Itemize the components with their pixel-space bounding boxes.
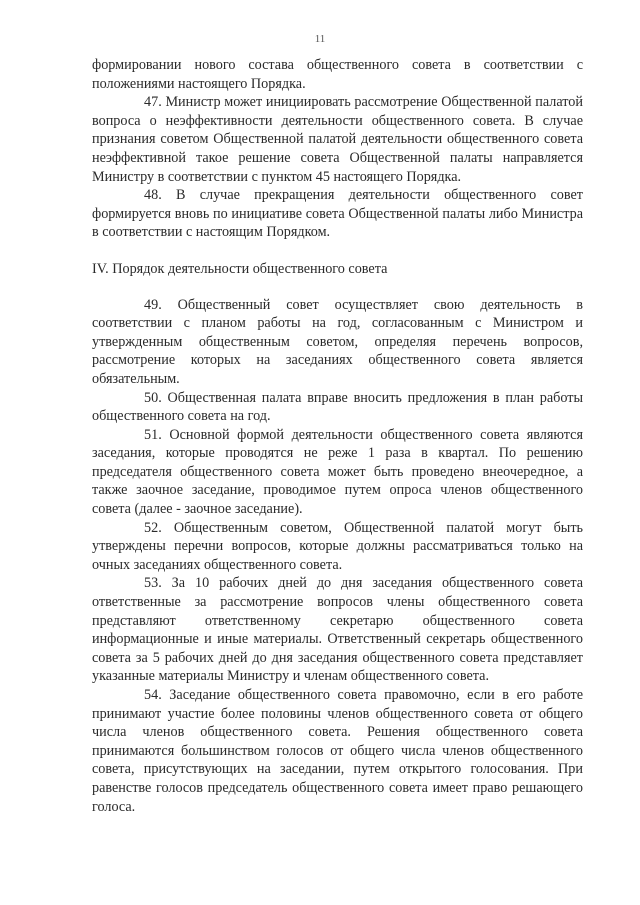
page-number: 11 [314, 33, 326, 45]
paragraph-53: 53. За 10 рабочих дней до дня заседания общественного совета ответственные за рассмотрение вопросов члены общественного совета представляют ответственному секретарю общественного совета информационные и иные материалы. Ответственный секретарь общественного совета за 5 рабочих дней до дня заседания общественного совета представляет указанные материалы Министру и членам общественного совета. [92, 575, 583, 685]
paragraph-50: 50. Общественная палата вправе вносить предложения в план работы общественного совета на год. [92, 389, 583, 425]
paragraph-51: 51. Основной формой деятельности общественного совета являются заседания, которые проводятся не реже 1 раза в квартал. По решению председателя общественного совета может быть проведено внеочередное, а также заочное заседание, проводимое путем опроса членов общественного совета (далее - заочное заседание). [92, 426, 583, 518]
paragraph-49: 49. Общественный совет осуществляет свою деятельность в соответствии с планом работы на год, согласованным с Министром и утвержденным общественным советом, определяя перечень вопросов, рассмотрение которых на заседаниях общественного совета является обязательным. [92, 296, 583, 387]
paragraph-continuation: формировании нового состава общественного совета в соответствии с положениями настоящего Порядка. [92, 57, 583, 92]
paragraph-47: 47. Министр может инициировать рассмотрение Общественной палатой вопроса о неэффективности деятельности общественного совета. В случае признания советом Общественной палатой деятельности общественного совета неэффективной такое решение совета Общественной палаты направляется Министру в соответствии с пунктом 45 настоящего Порядка. [92, 94, 583, 185]
paragraph-54: 54. Заседание общественного совета правомочно, если в его работе принимают участие более половины членов общественного совета от общего числа членов общественного совета. Решения общественного совета принимаются большинством голосов от общего числа членов общественного совета, присутствующих на заседании, путем открытого голосования. При равенстве голосов председатель общественного совета имеет право решающего голоса. [92, 687, 583, 815]
paragraph-52: 52. Общественным советом, Общественной палатой могут быть утверждены перечни вопросов, которые должны рассматриваться только на очных заседаниях общественного совета. [92, 519, 583, 573]
section-heading: IV. Порядок деятельности общественного совета [92, 260, 388, 277]
paragraph-48: 48. В случае прекращения деятельности общественного совет формируется вновь по инициативе совета Общественной палаты либо Министра в соответствии с настоящим Порядком. [92, 187, 583, 241]
document-body [92, 56, 583, 816]
